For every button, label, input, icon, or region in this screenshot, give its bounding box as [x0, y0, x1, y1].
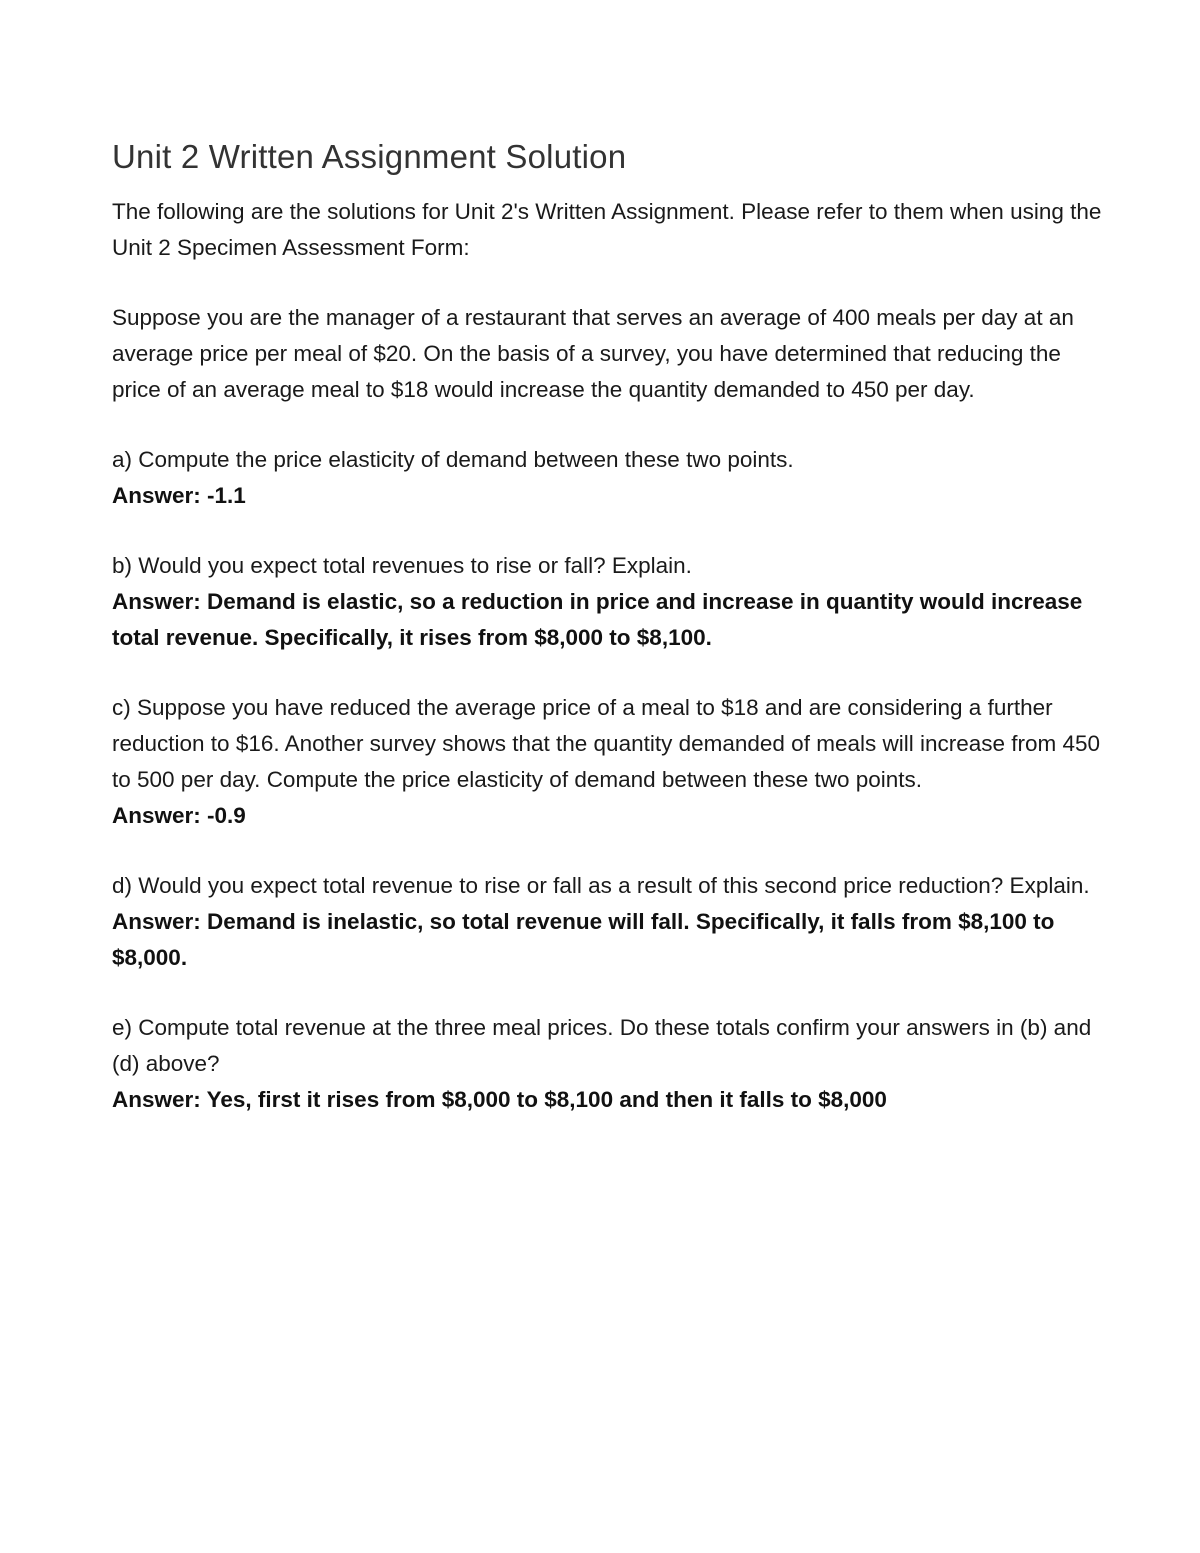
- spacer: [112, 514, 1102, 548]
- answer-text: Answer: Demand is elastic, so a reduction in price and increase in quantity would increase total revenue. Specifically, it rises from $8,000 to $8,100.: [112, 589, 1083, 650]
- intro-paragraph: The following are the solutions for Unit 2's Written Assignment. Please refer to them when using the Unit 2 Specimen Assessment Form:: [112, 199, 1102, 260]
- question-block-c: [112, 690, 1102, 834]
- question-text: d) Would you expect total revenue to rise or fall as a result of this second price reduction? Explain.: [112, 873, 1090, 898]
- question-text: e) Compute total revenue at the three meal prices. Do these totals confirm your answers in (b) and (d) above?: [112, 1015, 1092, 1076]
- answer-text: Answer: Yes, first it rises from $8,000 to $8,100 and then it falls to $8,000: [112, 1087, 887, 1112]
- spacer: [112, 834, 1102, 868]
- answer-text: Answer: -1.1: [112, 483, 246, 508]
- question-text: a) Compute the price elasticity of demand between these two points.: [112, 447, 794, 472]
- spacer: [112, 408, 1102, 442]
- question-text: c) Suppose you have reduced the average price of a meal to $18 and are considering a further reduction to $16. Another survey shows that the quantity demanded of meals will increase from 450 to 500 per day. Compute the price elasticity of demand between these two points.: [112, 695, 1101, 792]
- document-page: [112, 134, 1102, 1118]
- spacer: [112, 656, 1102, 690]
- question-block-b: [112, 548, 1102, 656]
- question-block-e: [112, 1010, 1102, 1118]
- spacer: [112, 976, 1102, 1010]
- spacer: [112, 266, 1102, 300]
- question-block-d: [112, 868, 1102, 976]
- answer-text: Answer: -0.9: [112, 803, 246, 828]
- question-block-a: [112, 442, 1102, 514]
- scenario-paragraph: Suppose you are the manager of a restaurant that serves an average of 400 meals per day at an average price per meal of $20. On the basis of a survey, you have determined that reducing the price of an average meal to $18 would increase the quantity demanded to 450 per day.: [112, 305, 1074, 402]
- document-title: Unit 2 Written Assignment Solution: [112, 138, 627, 175]
- answer-text: Answer: Demand is inelastic, so total revenue will fall. Specifically, it falls from $8,100 to $8,000.: [112, 909, 1055, 970]
- question-text: b) Would you expect total revenues to rise or fall? Explain.: [112, 553, 692, 578]
